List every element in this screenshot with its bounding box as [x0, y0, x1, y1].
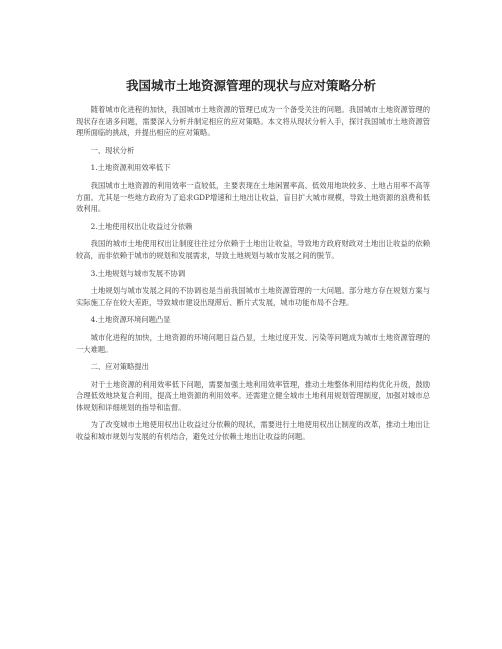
document-title: 我国城市土地资源管理的现状与应对策略分析 [125, 78, 376, 93]
subheading-planning-mismatch: 3.土地规划与城市发展不协调 [90, 268, 186, 278]
paragraph-planning-mismatch: 土地规划与城市发展之间的不协调也是当前我国城市土地资源管理的一大问题。部分地方存在规划方案与实际施工存在较大差距，导致城市建设出现滞后、断片式发展，城市功能布局不合理。 [76, 286, 430, 307]
subheading-revenue-dependence: 2.土地使用权出让收益过分依赖 [90, 221, 193, 231]
paragraph-strategy-revenue: 为了改变城市土地使用权出让收益过分依赖的现状，需要进行土地使用权出让制度的改革，推动土地出让收益和城市规划与发展的有机结合，避免过分依赖土地出让收益的问题。 [76, 420, 430, 442]
subheading-efficiency: 1.土地资源利用效率低下 [90, 163, 171, 173]
paragraph-strategy-efficiency: 对于土地资源的利用效率低下问题，需要加强土地利用效率管理，推动土地整体利用结构优化升级，鼓励合理低效地块复合利用，提高土地资源的利用效率。还需建立健全城市土地利用规划管理制度，加强对城市总体规划和详细规划的指导和监督。 [76, 379, 430, 412]
paragraph-environment: 城市化进程的加快，土地资源的环境问题日益凸显，土地过度开发、污染等问题成为城市土地资源管理的一大难题。 [76, 332, 430, 354]
intro-paragraph: 随着城市化进程的加快，我国城市土地资源的管理已成为一个备受关注的问题。我国城市土地资源管理的现状存在诸多问题，需要深入分析并制定相应的应对策略。本文将从现状分析入手，探讨我国城市土地资源管理所面临的挑战，并提出相应的应对策略。 [76, 105, 430, 138]
document-body [76, 104, 430, 449]
section-heading-status: 一、现状分析 [90, 145, 135, 155]
paragraph-revenue-dependence: 我国的城市土地使用权出让制度往往过分依赖于土地出让收益，导致地方政府财政对土地出让收益的依赖较高，而非依赖于城市的规划和发展需求，导致土地规划与城市发展之间的脱节。 [76, 239, 430, 260]
subheading-environment: 4.土地资源环境问题凸显 [90, 315, 171, 325]
section-heading-strategies: 二、应对策略提出 [90, 362, 149, 372]
paragraph-efficiency: 我国城市土地资源的利用效率一直较低，主要表现在土地闲置率高、低效用地块较多、土地占用率不高等方面。尤其是一些地方政府为了追求GDP增速和土地出让收益，盲目扩大城市规模，导致土地资源的浪费和低效利用。 [76, 180, 430, 214]
